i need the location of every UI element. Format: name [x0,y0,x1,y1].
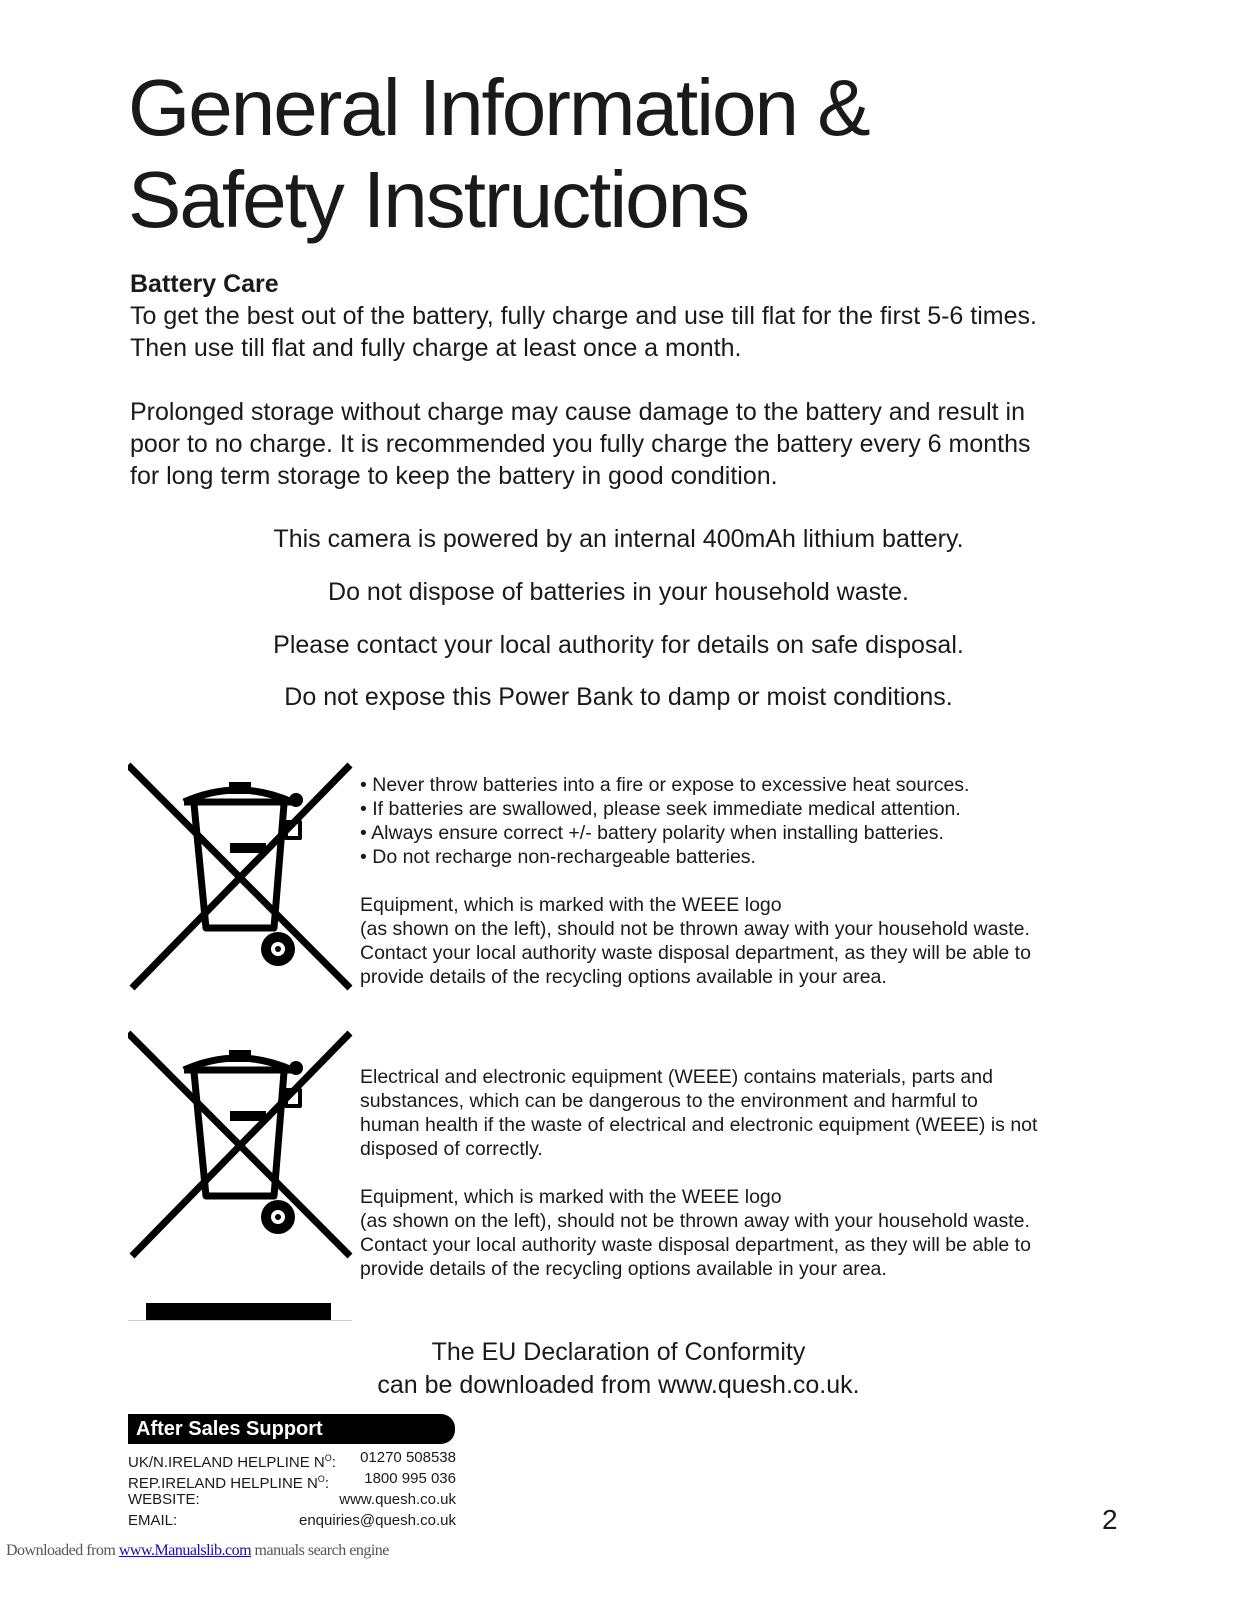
black-bar-divider [146,1303,331,1320]
weee-intro-line: Electrical and electronic equipment (WEEE) contains materials, parts and [360,1066,993,1088]
battery-care-p2-line: for long term storage to keep the battery in good condition. [130,462,778,490]
weee-block-1-text [360,773,1120,989]
page-title-line-1: General Information & [128,63,869,152]
weee-text-line: Equipment, which is marked with the WEEE logo [360,1186,782,1208]
support-label-superscript: O [324,1453,332,1463]
support-row-ireland-helpline [128,1469,456,1492]
safety-bullet: • Never throw batteries into a fire or expose to excessive heat sources. [360,774,970,796]
safety-bullet: • Always ensure correct +/- battery polarity when installing batteries. [360,822,944,844]
support-label-colon: : [324,1475,329,1492]
footer-manualslib-link[interactable]: www.Manualslib.com [118,1542,252,1559]
support-label: REP.IRELAND HELPLINE N [128,1475,318,1492]
conformity-line-1: The EU Declaration of Conformity [431,1338,806,1366]
support-row-email [128,1511,456,1531]
download-footer [6,1542,389,1560]
footer-prefix: Downloaded from [6,1542,119,1559]
battery-care-p1-line: Then use till flat and fully charge at least once a month. [130,334,742,362]
footer-suffix: manuals search engine [251,1542,389,1559]
page-title [128,62,1128,246]
weee-intro-line: substances, which can be dangerous to the environment and harmful to [360,1090,978,1112]
safety-bullet: • If batteries are swallowed, please seek immediate medical attention. [360,798,961,820]
weee-block-2-text [360,1065,1120,1281]
battery-care-p2-line: poor to no charge. It is recommended you fully charge the battery every 6 months [130,430,1031,458]
battery-care-paragraph-2 [130,396,1110,492]
weee-text-line: (as shown on the left), should not be thrown away with your household waste. [360,918,1030,940]
support-label-superscript: O [317,1474,325,1484]
support-label: EMAIL: [128,1512,178,1529]
support-value: enquiries@quesh.co.uk [299,1512,456,1529]
battery-care-heading: Battery Care [130,270,279,298]
support-row-website [128,1490,456,1510]
safety-bullet: • Do not recharge non-rechargeable batteries. [360,846,756,868]
weee-bin-icon [128,1030,354,1260]
support-label: WEBSITE: [128,1491,200,1508]
weee-intro-line: human health if the waste of electrical and electronic equipment (WEEE) is not [360,1114,1038,1136]
support-label: UK/N.IRELAND HELPLINE N [128,1454,325,1471]
support-label-colon: : [331,1454,336,1471]
support-value: 01270 508538 [360,1449,456,1466]
notice-local-authority: Please contact your local authority for details on safe disposal. [273,631,964,659]
weee-text-line: Equipment, which is marked with the WEEE logo [360,894,782,916]
weee-bin-icon [128,762,354,992]
weee-text-line: provide details of the recycling options available in your area. [360,966,887,988]
notice-battery-type: This camera is powered by an internal 400mAh lithium battery. [273,525,964,553]
page-number: 2 [1102,1504,1118,1535]
after-sales-support-header: After Sales Support [128,1414,455,1444]
support-row-uk-helpline [128,1448,456,1471]
weee-text-line: (as shown on the left), should not be thrown away with your household waste. [360,1210,1030,1232]
support-value: www.quesh.co.uk [339,1491,456,1508]
notice-damp-conditions: Do not expose this Power Bank to damp or moist conditions. [284,683,953,711]
conformity-line-2: can be downloaded from www.quesh.co.uk. [377,1371,860,1399]
weee-text-line: provide details of the recycling options available in your area. [360,1258,887,1280]
battery-care-p1-line: To get the best out of the battery, fully charge and use till flat for the first 5-6 times. [130,302,1037,330]
weee-text-line: Contact your local authority waste disposal department, as they will be able to [360,1234,1031,1256]
weee-intro-line: disposed of correctly. [360,1138,543,1160]
battery-care-paragraph-1 [130,300,1110,364]
support-value: 1800 995 036 [364,1470,456,1487]
weee-text-line: Contact your local authority waste disposal department, as they will be able to [360,942,1031,964]
page-title-line-2: Safety Instructions [128,155,749,244]
thin-rule-divider [128,1320,352,1321]
notice-household-waste: Do not dispose of batteries in your household waste. [328,578,909,606]
battery-care-p2-line: Prolonged storage without charge may cause damage to the battery and result in [130,398,1025,426]
